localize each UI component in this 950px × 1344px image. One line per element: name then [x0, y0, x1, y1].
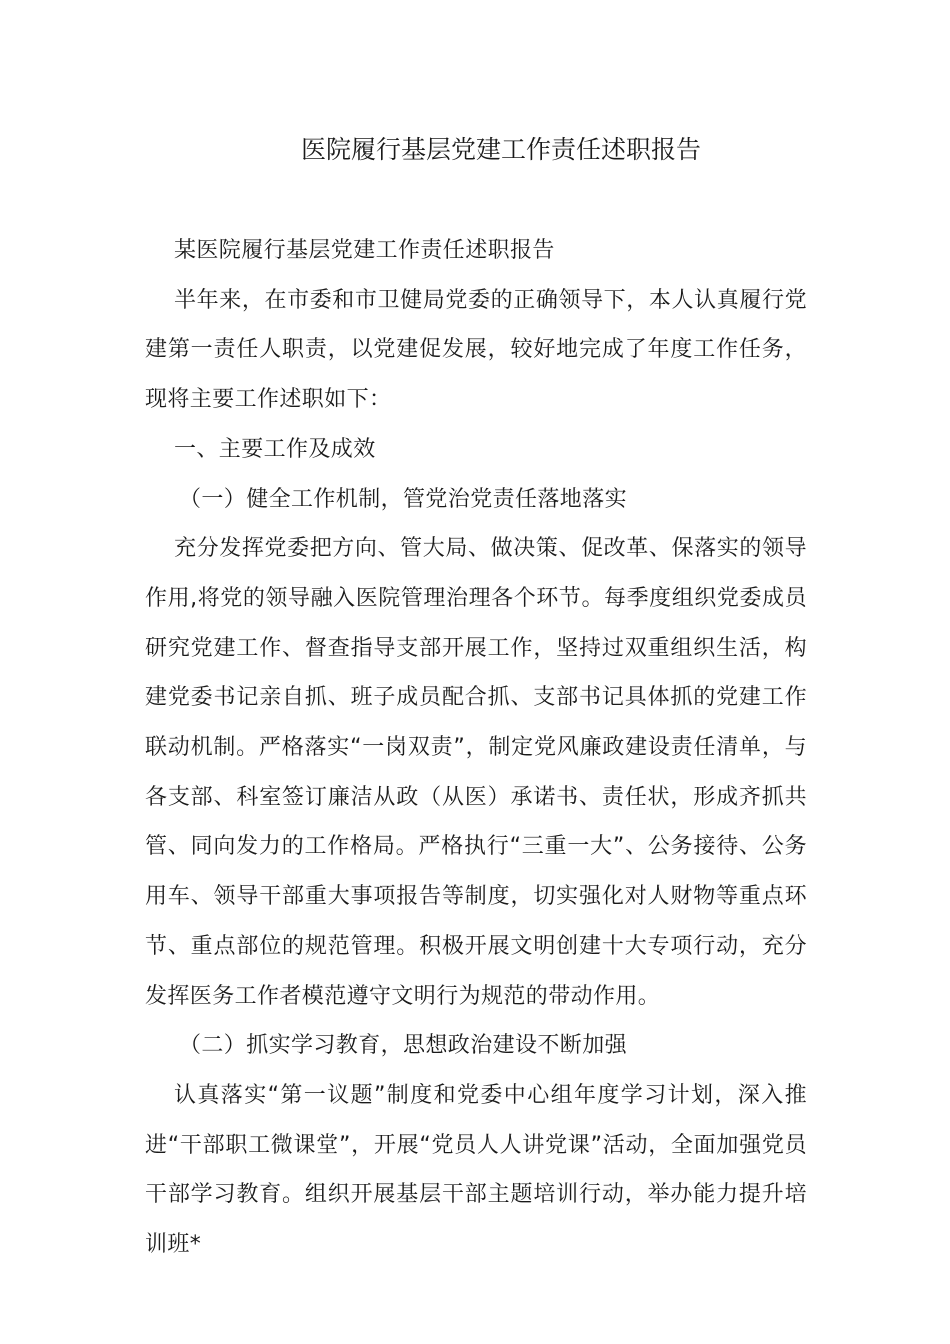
document-body	[145, 226, 807, 1270]
paragraph-subtitle: 某医院履行基层党建工作责任述职报告	[174, 238, 555, 263]
subsection-heading-2: （二）抓实学习教育，思想政治建设不断加强	[179, 1033, 628, 1059]
subsection-heading-1: （一）健全工作机制，管党治党责任落地落实	[179, 486, 628, 512]
section-heading-1: 一、主要工作及成效	[174, 436, 376, 462]
paragraph-mechanism: 充分发挥党委把方向、管大局、做决策、促改革、保落实的领导作用,将党的领导融入医院管理治理各个环节。每季度组织党委成员研究党建工作、督查指导支部开展工作，坚持过双重组织生活，构建党委书记亲自抓、班子成员配合抓、支部书记具体抓的党建工作联动机制。严格落实“一岗双责”，制定党风廉政建设责任清单，与各支部、科室签订廉洁从政（从医）承诺书、责任状，形成齐抓共管、同向发力的工作格局。严格执行“三重一大”、公务接待、公务用车、领导干部重大事项报告等制度，切实强化对人财物等重点环节、重点部位的规范管理。积极开展文明创建十大专项行动，充分发挥医务工作者模范遵守文明行为规范的带动作用。	[145, 536, 807, 1009]
document-title: 医院履行基层党建工作责任述职报告	[300, 135, 701, 164]
paragraph-study: 认真落实“第一议题”制度和党委中心组年度学习计划，深入推进“干部职工微课堂”，开展“党员人人讲党课”活动，全面加强党员干部学习教育。组织开展基层干部主题培训行动，举办能力提升培训班*	[145, 1082, 807, 1258]
paragraph-intro: 半年来，在市委和市卫健局党委的正确领导下，本人认真履行党建第一责任人职责，以党建促发展，较好地完成了年度工作任务，现将主要工作述职如下：	[145, 287, 807, 413]
